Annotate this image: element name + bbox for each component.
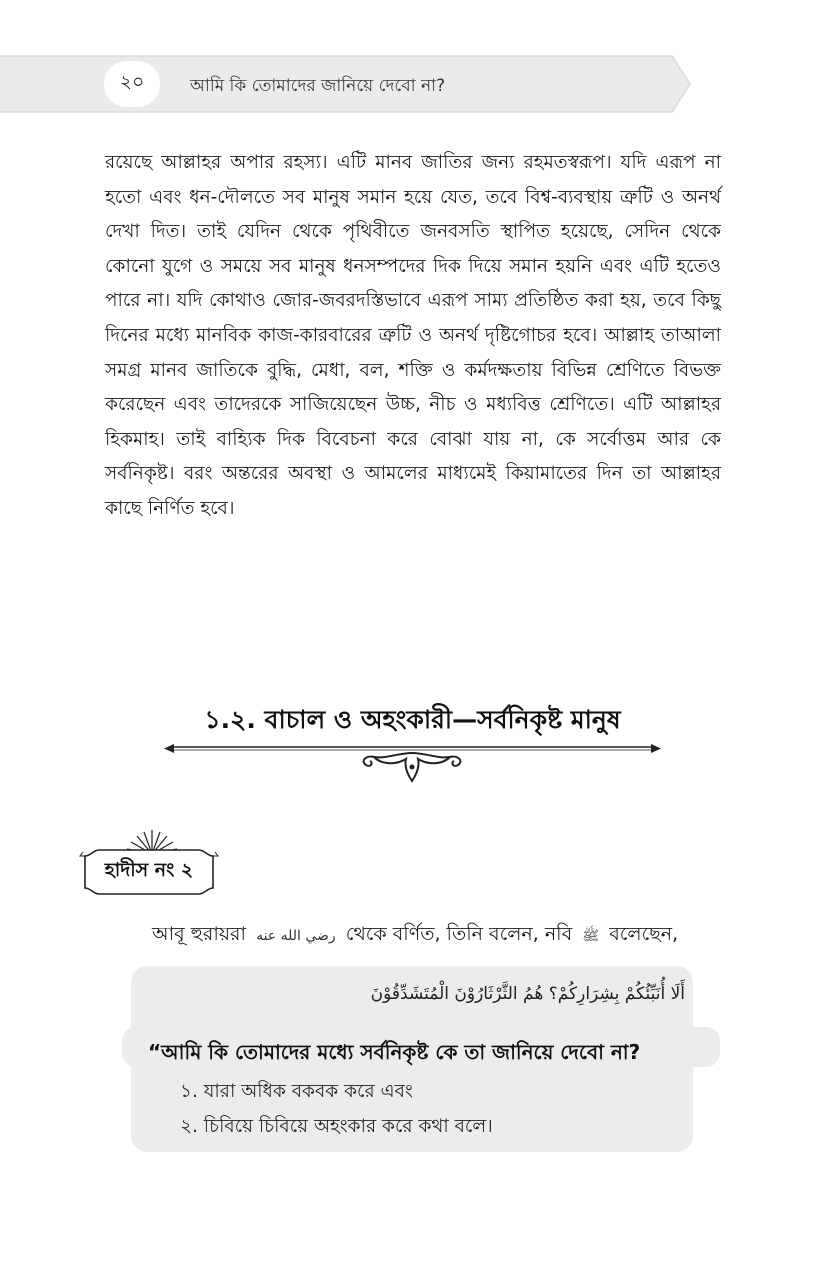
translation-question: “আমি কি তোমাদের মধ্যে সর্বনিকৃষ্ট কে তা জানিয়ে দেবো না?: [148, 1040, 641, 1064]
hadith-narration: [152, 920, 678, 952]
narrator: আবূ হুরায়রা: [152, 923, 247, 945]
arabic-text: أَلَا أُنَبِّئُكُمْ بِشِرَارِكُمْ؟ هُمُ الثَّرْثَارُوْنَ الْمُتَشَدِّقُوْنَ: [370, 984, 685, 1004]
section-heading: ১.২. বাচাল ও অহংকারী—সর্বনিকৃষ্ট মানুষ: [204, 705, 621, 734]
prophet-honorific: ﷺ: [582, 928, 600, 944]
body-paragraph: রয়েছে আল্লাহর অপার রহস্য। এটি মানব জাতির জন্য রহমতস্বরূপ। যদি এরূপ না হতো এবং ধন-দৌলতে সব মানুষ সমান হয়ে যেত, তবে বিশ্ব-ব্যবস্থায় ত্রুটি ও অনর্থ দেখা দিত। তাই যেদিন থেকে পৃথিবীতে জনবসতি স্থাপিত হয়েছে, সেদিন থেকে কোনো যুগে ও সময়ে সব মানুষ ধনসম্পদের দিক দিয়ে সমান হয়নি এবং এটি হতেও পারে না। যদি কোথাও জোর-জবরদস্তিভাবে এরূপ সাম্য প্রতিষ্ঠিত করা হয়, তবে কিছু দিনের মধ্যে মানবিক কাজ-কারবারের ত্রুটি ও অনর্থ দৃষ্টিগোচর হবে। আল্লাহ তাআলা সমগ্র মানব জাতিকে বুদ্ধি, মেধা, বল, শক্তি ও কর্মদক্ষতায় বিভিন্ন শ্রেণিতে বিভক্ত করেছেন এবং তাদেরকে সাজিয়েছেন উচ্চ, নীচ ও মধ্যবিত্ত শ্রেণিতে। এটি আল্লাহর হিকমাহ। তাই বাহ্যিক দিক বিবেচনা করে বোঝা যায় না, কে সর্বোত্তম আর কে সর্বনিকৃষ্ট। বরং অন্তরের অবস্থা ও আমলের মাধ্যমেই কিয়ামাতের দিন তা আল্লাহর কাছে নির্ণিত হবে।: [105, 152, 721, 519]
running-title: আমি কি তোমাদের জানিয়ে দেবো না?: [190, 76, 446, 96]
heading-ornament-icon: [160, 735, 665, 795]
translation-item: ২. চিবিয়ে চিবিয়ে অহংকার করে কথা বলে।: [180, 1116, 493, 1137]
page-number: [104, 61, 160, 107]
translation-item: ১. যারা অধিক বকবক করে এবং: [180, 1081, 413, 1102]
narration-middle: থেকে বর্ণিত, তিনি বলেন, নবি: [345, 923, 573, 945]
page-number-text: ২০: [119, 71, 145, 93]
hadith-number: হাদীস নং ২: [104, 859, 194, 881]
narration-end: বলেছেন,: [609, 923, 679, 945]
companion-honorific: رضي الله عنه: [256, 928, 336, 944]
